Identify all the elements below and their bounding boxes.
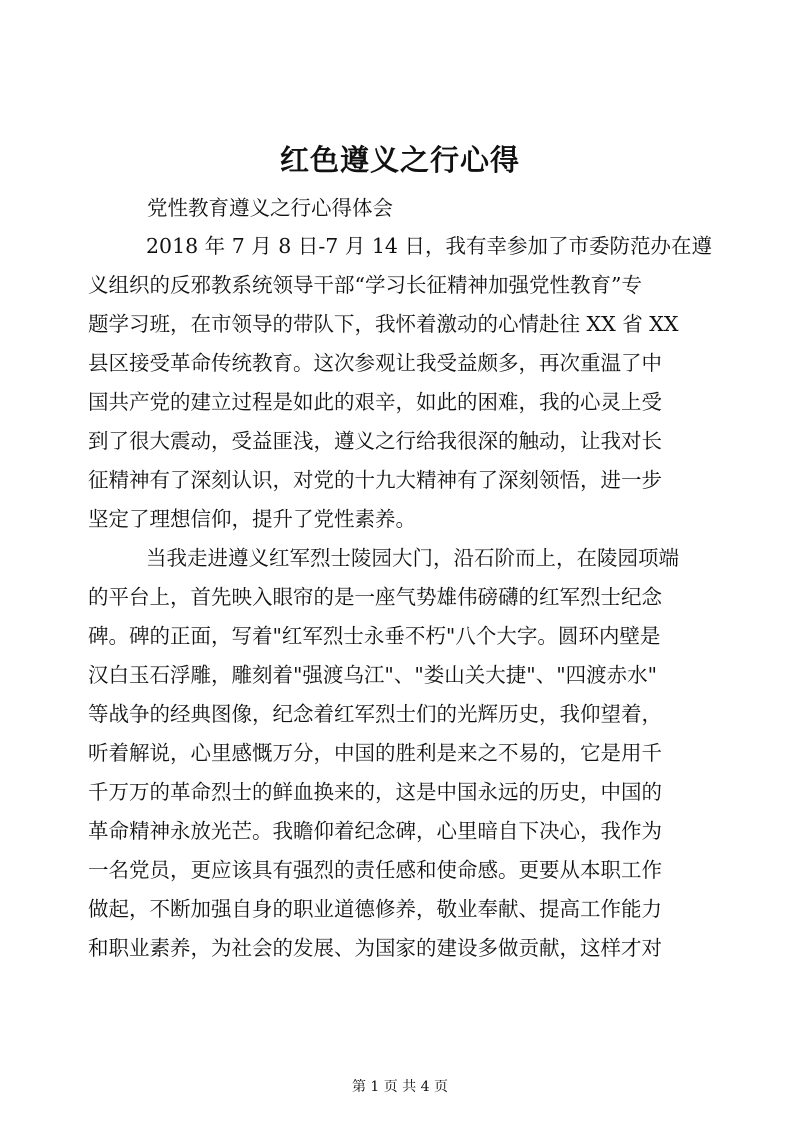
document-subtitle: 党性教育遵义之行心得体会	[147, 196, 393, 220]
paragraph-line: 坚定了理想信仰，提升了党性素养。	[88, 507, 416, 531]
paragraph-line: 国共产党的建立过程是如此的艰辛，如此的困难，我的心灵上受	[88, 390, 662, 414]
paragraph-line: 县区接受革命传统教育。这次参观让我受益颇多，再次重温了中	[88, 351, 662, 375]
paragraph-line: 义组织的反邪教系统领导干部“学习长征精神加强党性教育”专	[88, 273, 642, 297]
paragraph-line: 题学习班，在市领导的带队下，我怀着激动的心情赴往 XX 省 XX	[88, 312, 679, 336]
paragraph-line: 汉白玉石浮雕，雕刻着"强渡乌江"、"娄山关大捷"、"四渡赤水"	[88, 663, 658, 687]
paragraph-line: 的平台上，首先映入眼帘的是一座气势雄伟磅礴的红军烈士纪念	[88, 585, 662, 609]
paragraph-line: 听着解说，心里感慨万分，中国的胜利是来之不易的，它是用千	[88, 741, 662, 765]
paragraph-line: 和职业素养，为社会的发展、为国家的建设多做贡献，这样才对	[88, 936, 662, 960]
document-title: 红色遵义之行心得	[279, 143, 520, 177]
paragraph-line: 碑。碑的正面，写着"红军烈士永垂不朽"八个大字。圆环内壁是	[88, 624, 661, 648]
paragraph-line: 到了很大震动，受益匪浅，遵义之行给我很深的触动，让我对长	[88, 429, 662, 453]
paragraph-line: 做起，不断加强自身的职业道德修养，敬业奉献、提高工作能力	[88, 897, 662, 921]
paragraph-line: 2018 年 7 月 8 日-7 月 14 日，我有幸参加了市委防范办在遵	[146, 234, 712, 258]
paragraph-2	[88, 539, 712, 968]
paragraph-line: 千万万的革命烈士的鲜血换来的，这是中国永远的历史，中国的	[88, 780, 662, 804]
page-footer: 第 1 页 共 4 页	[351, 1079, 449, 1095]
paragraph-line: 一名党员，更应该具有强烈的责任感和使命感。更要从本职工作	[88, 858, 662, 882]
paragraph-line: 当我走进遵义红军烈士陵园大门，沿石阶而上，在陵园项端	[146, 546, 679, 570]
paragraph-line: 征精神有了深刻认识，对党的十九大精神有了深刻领悟，进一步	[88, 468, 662, 492]
document-body	[88, 227, 712, 968]
paragraph-line: 革命精神永放光芒。我瞻仰着纪念碑，心里暗自下决心，我作为	[88, 819, 662, 843]
paragraph-line: 等战争的经典图像，纪念着红军烈士们的光辉历史，我仰望着，	[88, 702, 662, 726]
paragraph-1	[88, 227, 712, 539]
